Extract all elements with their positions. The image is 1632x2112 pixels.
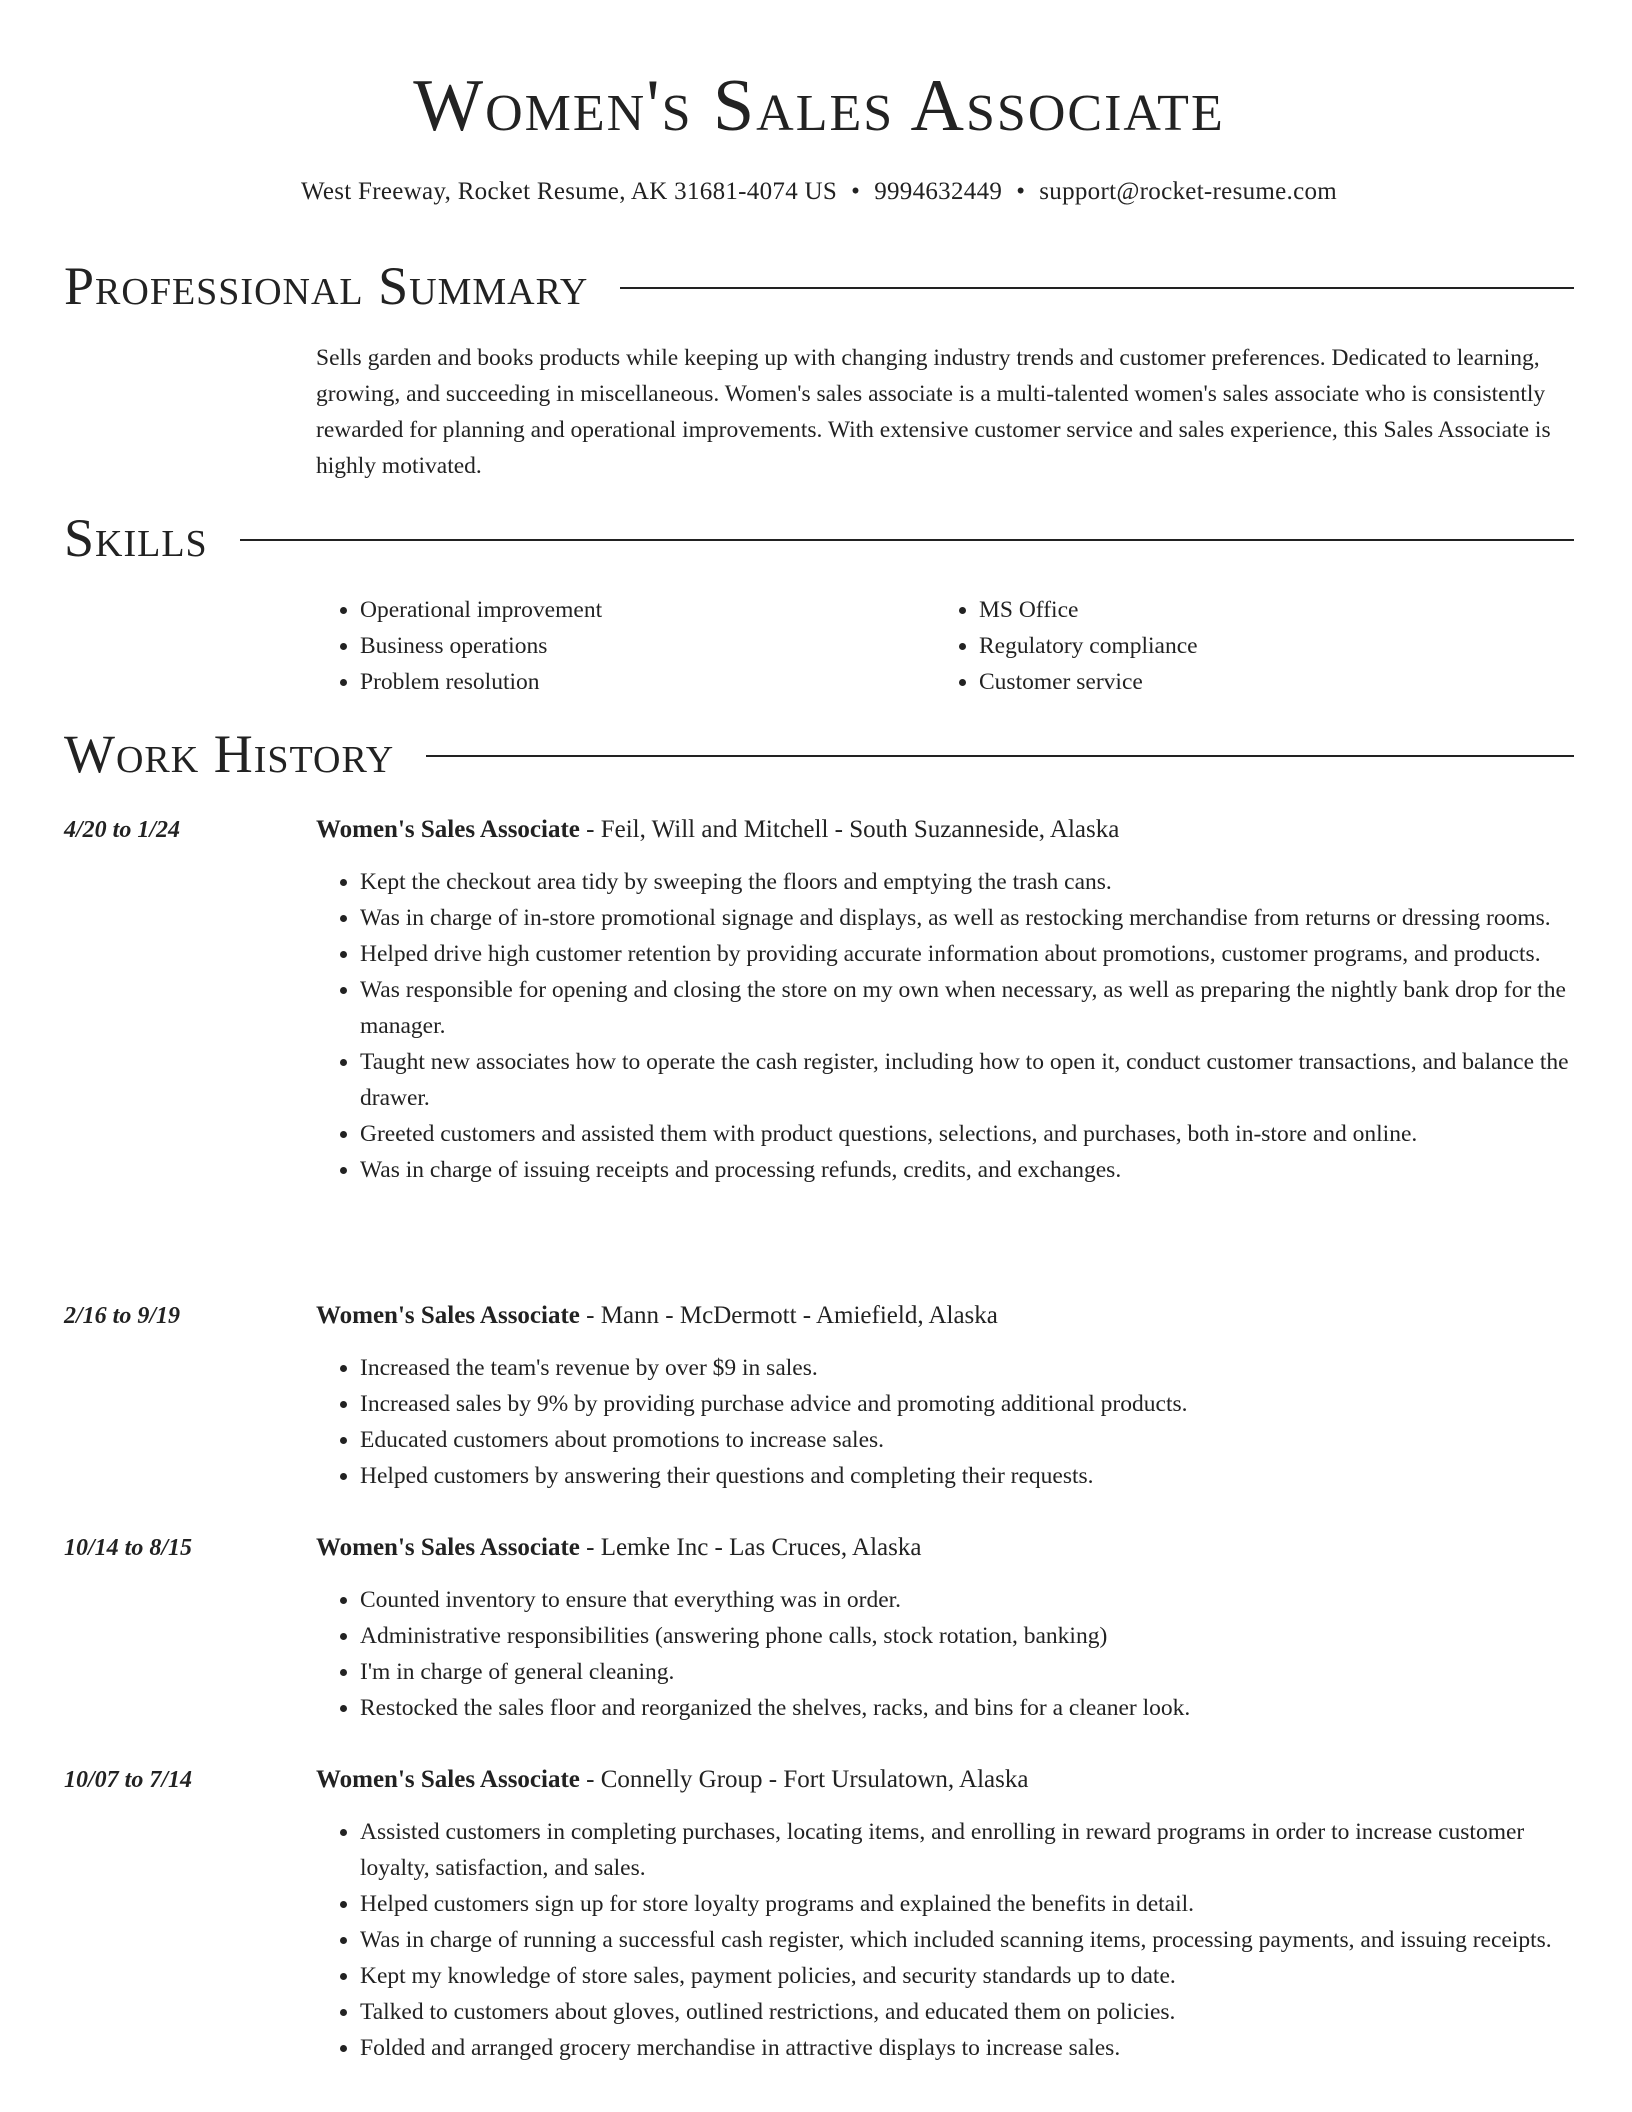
list-item: • Helped customers by answering their questions and completing their requests. (360, 1458, 1574, 1494)
skill-item: • MS Office (979, 592, 1554, 628)
skills-list (316, 592, 1574, 700)
list-item: • Restocked the sales floor and reorganized the shelves, racks, and bins for a cleaner look. (360, 1690, 1574, 1726)
work-section-header (64, 722, 1574, 786)
list-item: • Kept my knowledge of store sales, payment policies, and security standards up to date. (360, 1958, 1574, 1994)
job-title: Women's Sales Associate (316, 816, 580, 843)
section-divider (620, 287, 1574, 289)
address: West Freeway, Rocket Resume, AK 31681-4074 US (300, 178, 838, 205)
skills-column-right (935, 592, 1554, 700)
contact-separator: • (1016, 178, 1026, 205)
job-dates: 10/07 to 7/14 (64, 1767, 193, 1793)
list-item: • Was responsible for opening and closing the store on my own when necessary, as well as preparing the nightly bank drop for the manager. (360, 972, 1574, 1044)
skill-item: • Business operations (360, 628, 935, 664)
job-title: Women's Sales Associate (316, 1302, 580, 1329)
job-bullets (316, 1350, 1574, 1494)
job-employer: - Mann - McDermott - Amiefield, Alaska (579, 1302, 998, 1329)
list-item: • Talked to customers about gloves, outlined restrictions, and educated them on policies. (360, 1994, 1574, 2030)
list-item: • Helped drive high customer retention by providing accurate information about promotions, customer programs, and products. (360, 936, 1574, 972)
list-item: • Educated customers about promotions to increase sales. (360, 1422, 1574, 1458)
job-employer: - Connelly Group - Fort Ursulatown, Alaska (579, 1766, 1029, 1793)
list-item: • Counted inventory to ensure that everything was in order. (360, 1582, 1574, 1618)
list-item: • Increased sales by 9% by providing purchase advice and promoting additional products. (360, 1386, 1574, 1422)
job-dates: 2/16 to 9/19 (64, 1303, 181, 1329)
candidate-name: Women's Sales Associate (413, 65, 1225, 147)
skills-column-left (316, 592, 935, 700)
list-item: • Was in charge of issuing receipts and processing refunds, credits, and exchanges. (360, 1152, 1574, 1188)
skill-item: • Operational improvement (360, 592, 935, 628)
list-item: • Was in charge of in-store promotional signage and displays, as well as restocking merchandise from returns or dressing rooms. (360, 900, 1574, 936)
skill-item: • Problem resolution (360, 664, 935, 700)
job-title-line (316, 1530, 921, 1566)
list-item: • I'm in charge of general cleaning. (360, 1654, 1574, 1690)
summary-text: Sells garden and books products while keeping up with changing industry trends and customer preferences. Dedicated to learning, growing, and succeeding in miscellaneous. Women's sales associate is a multi-talented women's sales associate who is consistently rewarded for planning and operational improvements. With extensive customer service and sales experience, this Sales Associate is highly motivated. (316, 345, 1551, 479)
list-item: • Increased the team's revenue by over $9 in sales. (360, 1350, 1574, 1386)
summary-heading: Professional Summary (64, 256, 589, 316)
contact-line (64, 174, 1574, 210)
list-item: • Taught new associates how to operate the cash register, including how to open it, conduct customer transactions, and balance the drawer. (360, 1044, 1574, 1116)
job-employer: - Lemke Inc - Las Cruces, Alaska (579, 1534, 922, 1561)
list-item: • Kept the checkout area tidy by sweeping the floors and emptying the trash cans. (360, 864, 1574, 900)
phone: 9994632449 (874, 178, 1003, 205)
email-link[interactable]: support@rocket-resume.com (1039, 178, 1338, 205)
list-item: • Administrative responsibilities (answering phone calls, stock rotation, banking) (360, 1618, 1574, 1654)
job-dates: 4/20 to 1/24 (64, 817, 181, 843)
skill-item: • Customer service (979, 664, 1554, 700)
job-bullets (316, 1582, 1574, 1726)
job-employer: - Feil, Will and Mitchell - South Suzanneside, Alaska (579, 816, 1120, 843)
list-item: • Folded and arranged grocery merchandise in attractive displays to increase sales. (360, 2030, 1574, 2066)
list-item: • Was in charge of running a successful cash register, which included scanning items, processing payments, and issuing receipts. (360, 1922, 1574, 1958)
list-item: • Assisted customers in completing purchases, locating items, and enrolling in reward programs in order to increase customer loyalty, satisfaction, and sales. (360, 1814, 1574, 1886)
skills-heading: Skills (64, 508, 208, 568)
job-title: Women's Sales Associate (316, 1534, 580, 1561)
skill-item: • Regulatory compliance (979, 628, 1554, 664)
list-item: • Helped customers sign up for store loyalty programs and explained the benefits in detail. (360, 1886, 1574, 1922)
job-bullets (316, 864, 1574, 1188)
section-divider (426, 755, 1574, 757)
job-dates: 10/14 to 8/15 (64, 1535, 193, 1561)
contact-separator: • (851, 178, 861, 205)
job-title-line (316, 1762, 1028, 1798)
job-title-line (316, 1298, 998, 1334)
job-bullets (316, 1814, 1574, 2066)
summary-section-header (64, 254, 1574, 318)
section-divider (240, 539, 1574, 541)
job-title-line (316, 812, 1119, 848)
list-item: • Greeted customers and assisted them with product questions, selections, and purchases, both in-store and online. (360, 1116, 1574, 1152)
work-heading: Work History (64, 724, 395, 784)
skills-section-header (64, 506, 1574, 570)
job-title: Women's Sales Associate (316, 1766, 580, 1793)
